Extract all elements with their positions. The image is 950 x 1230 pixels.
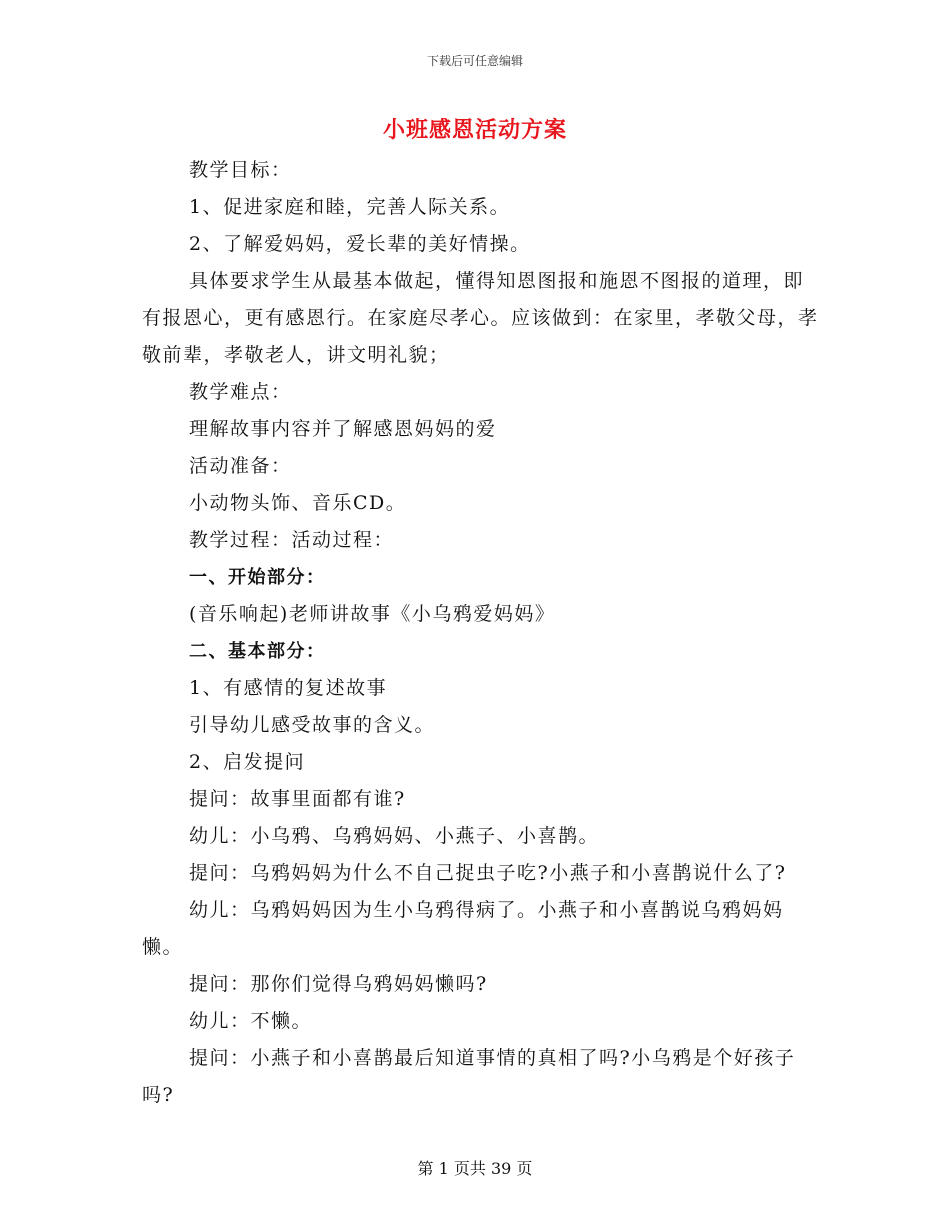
section-heading: 一、开始部分：: [189, 567, 326, 588]
paragraph: 幼儿：小乌鸦、乌鸦妈妈、小燕子、小喜鹊。: [189, 825, 600, 847]
paragraph: 具体要求学生从最基本做起，懂得知恩图报和施恩不图报的道理，即有报恩心，更有感恩行。在家庭尽孝心。应该做到：在家里，孝敬父母，孝敬前辈，孝敬老人，讲文明礼貌；: [142, 270, 819, 366]
paragraph: 1、有感情的复述故事: [189, 677, 388, 699]
header-note: 下载后可任意编辑: [426, 54, 523, 68]
paragraph: 理解故事内容并了解感恩妈妈的爱: [189, 418, 497, 440]
document-body: [142, 152, 822, 1114]
paragraph: 提问：那你们觉得乌鸦妈妈懒吗?: [189, 973, 488, 995]
paragraph: 提问：小燕子和小喜鹊最后知道事情的真相了吗?小乌鸦是个好孩子吗?: [142, 1047, 796, 1106]
paragraph: 引导幼儿感受故事的含义。: [189, 714, 436, 736]
document-title: 小班感恩活动方案: [382, 118, 567, 143]
paragraph: 教学目标：: [189, 159, 292, 181]
section-heading: 二、基本部分：: [189, 641, 326, 662]
paragraph: 幼儿：不懒。: [189, 1010, 313, 1032]
paragraph: 教学难点：: [189, 381, 292, 403]
paragraph: 提问：乌鸦妈妈为什么不自己捉虫子吃?小燕子和小喜鹊说什么了?: [189, 862, 787, 884]
paragraph: 1、促进家庭和睦，完善人际关系。: [189, 196, 511, 218]
paragraph: 活动准备：: [189, 455, 292, 477]
paragraph: 2、启发提问: [189, 751, 306, 773]
page-number: 第 1 页共 39 页: [417, 1159, 533, 1178]
paragraph: 提问：故事里面都有谁?: [189, 788, 406, 810]
paragraph: 幼儿：乌鸦妈妈因为生小乌鸦得病了。小燕子和小喜鹊说乌鸦妈妈懒。: [142, 899, 784, 958]
paragraph: 小动物头饰、音乐CD。: [189, 492, 407, 514]
paragraph: 教学过程：活动过程：: [189, 529, 395, 551]
paragraph: (音乐响起)老师讲故事《小乌鸦爱妈妈》: [189, 603, 556, 625]
paragraph: 2、了解爱妈妈，爱长辈的美好情操。: [189, 233, 531, 255]
